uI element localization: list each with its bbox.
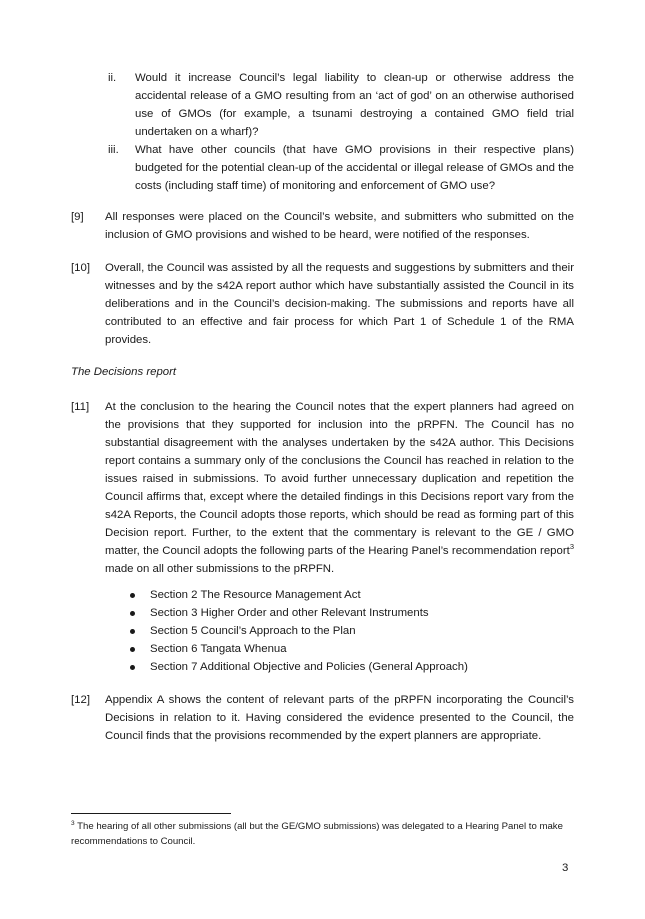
footnote-text: The hearing of all other submissions (all but the GE/GMO submissions) was delegated to a Hearing Panel to make recommendations to Council. (71, 821, 563, 847)
bullet-icon (130, 593, 135, 598)
paragraph-number: [12] (71, 694, 90, 706)
sub-item-text: Would it increase Council’s legal liability to clean-up or otherwise address the accidental release of a GMO resulting from an ‘act of god’ on an otherwise authorised use of GMOs (for example, a tsunami destroying a contained GMO field trial undertaken on a wharf)? (135, 72, 574, 138)
bullet-item (130, 641, 570, 659)
bullet-icon (130, 665, 135, 670)
paragraph-text-main: At the conclusion to the hearing the Council notes that the expert planners had agreed on the provisions that they supported for inclusion into the pRPFN. The Council has no substantial disagreement with the analyses undertaken by the s42A author. This Decisions report contains a summary only of the conclusions the Council has reached in relation to the issues raised in submissions. To avoid further unnecessary duplication and repetition the Council affirms that, except where the detailed findings in this Decisions report vary from the s42A Reports, the Council adopts those reports, which should be read as forming part of this Decision report. Further, to the extent that the commentary is relevant to the GE / GMO matter, the Council adopts the following parts of the Hearing Panel’s recommendation report (105, 401, 574, 557)
paragraph-9 (71, 208, 574, 244)
paragraph-number: [9] (71, 211, 84, 223)
paragraph-11 (71, 398, 574, 578)
sub-item-text: What have other councils (that have GMO provisions in their respective plans) budgeted for the potential clean-up of the accidental or illegal release of GMOs and the costs (including staff time) of monitoring and enforcement of GMO use? (135, 144, 574, 192)
sub-item-ii (108, 69, 574, 141)
sub-item-number: ii. (108, 72, 117, 84)
bullet-text: Section 3 Higher Order and other Relevant Instruments (150, 606, 429, 619)
section-heading: The Decisions report (71, 366, 177, 378)
footnote-marker: 3 (71, 819, 75, 827)
bullet-text: Section 7 Additional Objective and Policies (General Approach) (150, 660, 468, 673)
bullet-text: Section 5 Council’s Approach to the Plan (150, 624, 356, 637)
paragraph-number: [10] (71, 262, 90, 274)
paragraph-text: Appendix A shows the content of relevant parts of the pRPFN incorporating the Council’s Decisions in relation to it. Having considered the evidence presented to the Council, the Council finds that the provisions recommended by the expert planners are appropriate. (105, 694, 574, 742)
paragraph-12 (71, 691, 574, 745)
footnote (71, 819, 571, 849)
footnote-reference[interactable]: 3 (569, 542, 574, 552)
paragraph-text (105, 398, 574, 578)
bullet-text: Section 2 The Resource Management Act (150, 589, 361, 601)
paragraph-10 (71, 259, 574, 349)
bullet-icon (130, 629, 135, 634)
footnote-divider (71, 813, 231, 814)
paragraph-number: [11] (71, 401, 90, 413)
paragraph-text: Overall, the Council was assisted by all the requests and suggestions by submitters and their witnesses and by the s42A report author which have substantially assisted the Council in its deliberations and in the Council’s decision-making. The submissions and reports have all contributed to an effective and fair process for which Part 1 of Schedule 1 of the RMA provides. (105, 262, 574, 346)
bullet-icon (130, 647, 135, 652)
bullet-icon (130, 611, 135, 616)
bullet-item (130, 587, 570, 605)
sub-item-iii (108, 141, 574, 195)
sub-item-number: iii. (108, 144, 119, 156)
bullet-item (130, 659, 570, 677)
paragraph-text-tail: made on all other submissions to the pRPFN. (105, 563, 335, 575)
bullet-text: Section 6 Tangata Whenua (150, 642, 287, 655)
page-number: 3 (562, 862, 569, 874)
paragraph-text: All responses were placed on the Council’s website, and submitters who submitted on the inclusion of GMO provisions and wished to be heard, were notified of the responses. (105, 211, 574, 241)
bullet-list (130, 587, 570, 677)
bullet-item (130, 623, 570, 641)
bullet-item (130, 605, 570, 623)
